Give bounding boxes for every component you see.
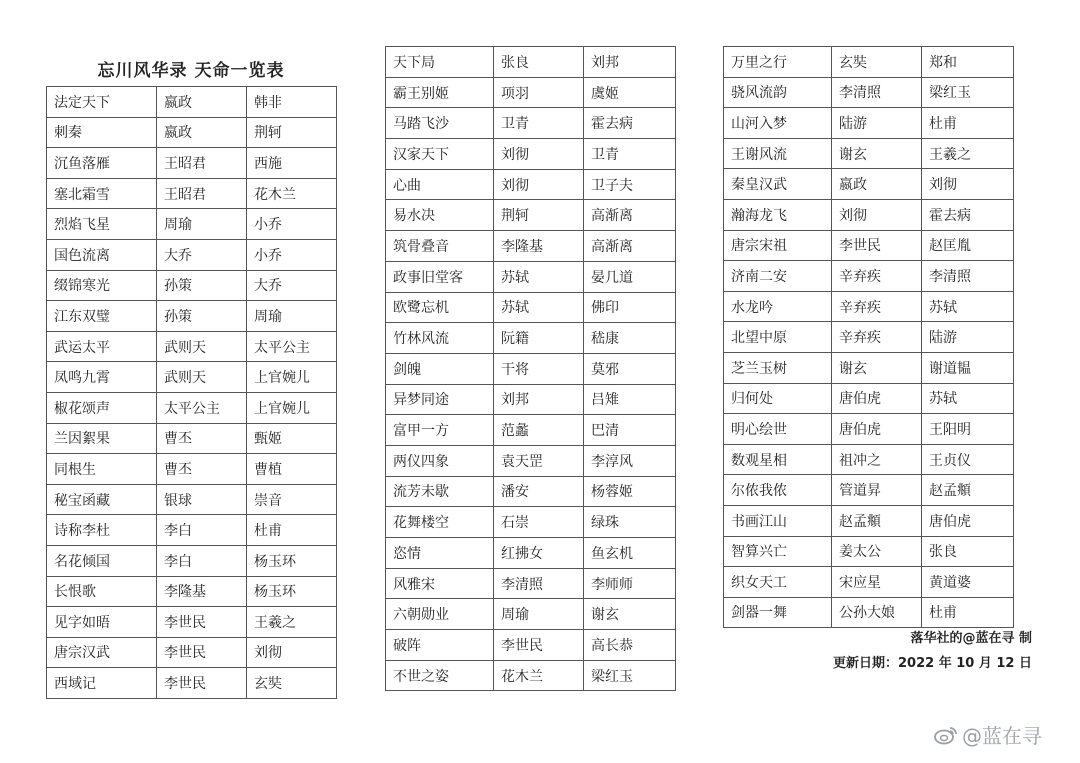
character-b-cell: 虞姬 [584,77,676,108]
character-a-cell: 刘彻 [494,139,584,170]
character-a-cell: 谢玄 [832,352,922,383]
character-a-cell: 李清照 [494,568,584,599]
character-a-cell: 卫青 [494,108,584,139]
destiny-name-cell: 名花倾国 [47,545,157,576]
table-body [724,47,1014,628]
character-b-cell: 刘邦 [584,47,676,78]
character-a-cell: 曹丕 [157,423,247,454]
character-b-cell: 梁红玉 [922,77,1014,108]
destiny-name-cell: 心曲 [386,169,494,200]
table-row [724,47,1014,78]
character-b-cell: 杨玉环 [247,545,337,576]
table-row [724,169,1014,200]
character-b-cell: 郑和 [922,47,1014,78]
character-a-cell: 李白 [157,545,247,576]
table-row [724,567,1014,598]
character-b-cell: 李师师 [584,568,676,599]
character-b-cell: 高长恭 [584,630,676,661]
table-row [47,270,337,301]
table-row [386,507,676,538]
destiny-name-cell: 芝兰玉树 [724,352,832,383]
character-a-cell: 武则天 [157,331,247,362]
character-a-cell: 嬴政 [157,87,247,118]
character-b-cell: 谢道韫 [922,352,1014,383]
character-b-cell: 刘彻 [247,637,337,668]
table-row [386,415,676,446]
weibo-watermark [934,720,1042,749]
character-a-cell: 大乔 [157,239,247,270]
table-row [724,414,1014,445]
table-row [724,322,1014,353]
table-row [47,392,337,423]
character-a-cell: 管道昇 [832,475,922,506]
author-credit: 落华社的@蓝在寻 制 [910,631,1032,646]
table-row [386,476,676,507]
character-b-cell: 曹植 [247,454,337,485]
character-a-cell: 银球 [157,484,247,515]
destiny-name-cell: 恣情 [386,538,494,569]
character-b-cell: 小乔 [247,239,337,270]
destiny-name-cell: 唐宗宋祖 [724,230,832,261]
character-a-cell: 干将 [494,353,584,384]
character-b-cell: 卫青 [584,139,676,170]
destiny-name-cell: 花舞楼空 [386,507,494,538]
destiny-name-cell: 法定天下 [47,87,157,118]
destiny-name-cell: 山河入梦 [724,108,832,139]
table-row [724,383,1014,414]
character-b-cell: 张良 [922,536,1014,567]
character-b-cell: 王羲之 [247,607,337,638]
character-a-cell: 阮籍 [494,323,584,354]
character-b-cell: 杜甫 [922,597,1014,628]
table-row [386,445,676,476]
table-row [386,353,676,384]
character-a-cell: 李世民 [157,637,247,668]
character-b-cell: 上官婉儿 [247,392,337,423]
destiny-name-cell: 富甲一方 [386,415,494,446]
table-row [724,108,1014,139]
character-a-cell: 王昭君 [157,148,247,179]
table-row [386,200,676,231]
destiny-name-cell: 唐宗汉武 [47,637,157,668]
character-b-cell: 佛印 [584,292,676,323]
watermark-text: @蓝在寻 [962,724,1042,748]
destiny-table-1 [46,86,337,699]
destiny-name-cell: 霸王别姬 [386,77,494,108]
table-row [47,117,337,148]
destiny-name-cell: 天下局 [386,47,494,78]
character-a-cell: 陆游 [832,108,922,139]
character-b-cell: 西施 [247,148,337,179]
table-row [47,454,337,485]
character-a-cell: 唐伯虎 [832,414,922,445]
table-body [47,87,337,699]
character-b-cell: 霍去病 [922,199,1014,230]
table-row [47,637,337,668]
character-b-cell: 甄姬 [247,423,337,454]
destiny-name-cell: 北望中原 [724,322,832,353]
character-b-cell: 陆游 [922,322,1014,353]
page-title: 忘川风华录 天命一览表 [97,61,285,81]
character-b-cell: 李淳风 [584,445,676,476]
destiny-name-cell: 秘宝函藏 [47,484,157,515]
character-b-cell: 赵匡胤 [922,230,1014,261]
character-a-cell: 辛弃疾 [832,261,922,292]
table-row [47,148,337,179]
character-b-cell: 周瑜 [247,301,337,332]
character-a-cell: 李世民 [832,230,922,261]
destiny-name-cell: 竹林风流 [386,323,494,354]
destiny-name-cell: 国色流离 [47,239,157,270]
character-b-cell: 鱼玄机 [584,538,676,569]
character-a-cell: 刘邦 [494,384,584,415]
character-a-cell: 李清照 [832,77,922,108]
character-a-cell: 红拂女 [494,538,584,569]
table-row [724,597,1014,628]
character-a-cell: 赵孟頫 [832,505,922,536]
table-row [386,47,676,78]
table-row [724,475,1014,506]
table-row [47,484,337,515]
table-row [47,239,337,270]
destiny-name-cell: 织女天工 [724,567,832,598]
destiny-name-cell: 长恨歌 [47,576,157,607]
character-a-cell: 李世民 [157,607,247,638]
destiny-name-cell: 椒花颂声 [47,392,157,423]
character-b-cell: 莫邪 [584,353,676,384]
destiny-name-cell: 智算兴亡 [724,536,832,567]
character-a-cell: 唐伯虎 [832,383,922,414]
character-b-cell: 梁红玉 [584,660,676,691]
destiny-name-cell: 欧鹭忘机 [386,292,494,323]
character-b-cell: 高渐离 [584,231,676,262]
character-b-cell: 黄道婆 [922,567,1014,598]
table-row [724,230,1014,261]
table-row [386,231,676,262]
destiny-name-cell: 西域记 [47,668,157,699]
character-b-cell: 高渐离 [584,200,676,231]
destiny-name-cell: 筑骨叠音 [386,231,494,262]
character-a-cell: 项羽 [494,77,584,108]
destiny-name-cell: 破阵 [386,630,494,661]
character-a-cell: 祖冲之 [832,444,922,475]
character-a-cell: 公孙大娘 [832,597,922,628]
destiny-name-cell: 江东双璧 [47,301,157,332]
table-row [47,178,337,209]
character-a-cell: 孙策 [157,270,247,301]
table-row [47,87,337,118]
character-a-cell: 李隆基 [157,576,247,607]
character-b-cell: 谢玄 [584,599,676,630]
character-b-cell: 杨玉环 [247,576,337,607]
destiny-name-cell: 见字如晤 [47,607,157,638]
character-a-cell: 姜太公 [832,536,922,567]
character-a-cell: 周瑜 [494,599,584,630]
character-a-cell: 太平公主 [157,392,247,423]
table-row [724,444,1014,475]
character-a-cell: 潘安 [494,476,584,507]
destiny-name-cell: 剑魄 [386,353,494,384]
table-row [386,538,676,569]
destiny-name-cell: 武运太平 [47,331,157,362]
table-row [724,138,1014,169]
table-row [47,301,337,332]
character-a-cell: 李隆基 [494,231,584,262]
character-b-cell: 吕雉 [584,384,676,415]
destiny-name-cell: 塞北霜雪 [47,178,157,209]
table-row [386,261,676,292]
destiny-name-cell: 汉家天下 [386,139,494,170]
character-b-cell: 赵孟頫 [922,475,1014,506]
table-row [386,77,676,108]
character-b-cell: 韩非 [247,87,337,118]
destiny-name-cell: 异梦同途 [386,384,494,415]
destiny-name-cell: 秦皇汉武 [724,169,832,200]
character-b-cell: 花木兰 [247,178,337,209]
character-b-cell: 太平公主 [247,331,337,362]
character-a-cell: 荆轲 [494,200,584,231]
character-b-cell: 王羲之 [922,138,1014,169]
table-row [47,515,337,546]
character-a-cell: 周瑜 [157,209,247,240]
destiny-name-cell: 归何处 [724,383,832,414]
destiny-name-cell: 凤鸣九霄 [47,362,157,393]
destiny-name-cell: 数观星相 [724,444,832,475]
table-row [47,331,337,362]
table-row [386,292,676,323]
character-b-cell: 杜甫 [247,515,337,546]
character-b-cell: 王阳明 [922,414,1014,445]
destiny-name-cell: 书画江山 [724,505,832,536]
table-row [724,199,1014,230]
character-a-cell: 辛弃疾 [832,291,922,322]
character-b-cell: 荆轲 [247,117,337,148]
table-row [386,139,676,170]
destiny-name-cell: 万里之行 [724,47,832,78]
character-b-cell: 苏轼 [922,291,1014,322]
character-a-cell: 武则天 [157,362,247,393]
character-a-cell: 刘彻 [832,199,922,230]
character-a-cell: 玄奘 [832,47,922,78]
character-b-cell: 嵇康 [584,323,676,354]
character-b-cell: 苏轼 [922,383,1014,414]
character-a-cell: 嬴政 [157,117,247,148]
destiny-name-cell: 诗称李杜 [47,515,157,546]
table-row [47,545,337,576]
destiny-name-cell: 王谢风流 [724,138,832,169]
destiny-table-2 [385,46,676,691]
character-a-cell: 花木兰 [494,660,584,691]
character-a-cell: 苏轼 [494,292,584,323]
table-row [386,660,676,691]
table-row [47,576,337,607]
destiny-name-cell: 不世之姿 [386,660,494,691]
character-b-cell: 晏几道 [584,261,676,292]
character-b-cell: 霍去病 [584,108,676,139]
table-row [386,384,676,415]
destiny-name-cell: 剑器一舞 [724,597,832,628]
character-a-cell: 石崇 [494,507,584,538]
table-row [724,291,1014,322]
character-b-cell: 刘彻 [922,169,1014,200]
character-a-cell: 谢玄 [832,138,922,169]
destiny-table-3 [723,46,1014,628]
character-b-cell: 小乔 [247,209,337,240]
table-row [386,568,676,599]
destiny-name-cell: 明心绘世 [724,414,832,445]
destiny-name-cell: 兰因絮果 [47,423,157,454]
destiny-name-cell: 风雅宋 [386,568,494,599]
table-row [724,261,1014,292]
character-b-cell: 大乔 [247,270,337,301]
destiny-name-cell: 沉鱼落雁 [47,148,157,179]
character-a-cell: 辛弃疾 [832,322,922,353]
character-a-cell: 范蠡 [494,415,584,446]
character-b-cell: 唐伯虎 [922,505,1014,536]
character-b-cell: 上官婉儿 [247,362,337,393]
character-a-cell: 袁天罡 [494,445,584,476]
table-row [47,668,337,699]
destiny-name-cell: 济南二安 [724,261,832,292]
weibo-icon [934,725,958,745]
character-b-cell: 李清照 [922,261,1014,292]
destiny-name-cell: 易水决 [386,200,494,231]
character-b-cell: 王贞仪 [922,444,1014,475]
destiny-name-cell: 六朝勋业 [386,599,494,630]
destiny-name-cell: 缀锦寒光 [47,270,157,301]
table-row [386,323,676,354]
update-date: 更新日期：2022 年 10 月 12 日 [833,656,1032,671]
character-b-cell: 卫子夫 [584,169,676,200]
character-a-cell: 嬴政 [832,169,922,200]
character-a-cell: 李白 [157,515,247,546]
character-b-cell: 杨蓉姬 [584,476,676,507]
destiny-name-cell: 马踏飞沙 [386,108,494,139]
character-a-cell: 张良 [494,47,584,78]
table-row [724,77,1014,108]
destiny-name-cell: 流芳未歇 [386,476,494,507]
table-row [386,599,676,630]
table-row [386,108,676,139]
character-b-cell: 巴清 [584,415,676,446]
destiny-name-cell: 瀚海龙飞 [724,199,832,230]
character-a-cell: 孙策 [157,301,247,332]
character-a-cell: 曹丕 [157,454,247,485]
table-row [47,423,337,454]
table-body [386,47,676,691]
destiny-name-cell: 同根生 [47,454,157,485]
destiny-name-cell: 两仪四象 [386,445,494,476]
destiny-name-cell: 尔侬我侬 [724,475,832,506]
character-b-cell: 崇音 [247,484,337,515]
destiny-name-cell: 刺秦 [47,117,157,148]
table-row [47,362,337,393]
character-a-cell: 李世民 [157,668,247,699]
table-row [724,505,1014,536]
table-row [386,169,676,200]
character-a-cell: 宋应星 [832,567,922,598]
character-a-cell: 苏轼 [494,261,584,292]
table-row [47,209,337,240]
destiny-name-cell: 水龙吟 [724,291,832,322]
table-row [724,536,1014,567]
table-row [724,352,1014,383]
table-row [386,630,676,661]
character-b-cell: 绿珠 [584,507,676,538]
destiny-name-cell: 骁风流韵 [724,77,832,108]
destiny-name-cell: 烈焰飞星 [47,209,157,240]
table-row [47,607,337,638]
character-a-cell: 李世民 [494,630,584,661]
character-b-cell: 玄奘 [247,668,337,699]
character-a-cell: 王昭君 [157,178,247,209]
character-b-cell: 杜甫 [922,108,1014,139]
destiny-name-cell: 政事旧堂客 [386,261,494,292]
character-a-cell: 刘彻 [494,169,584,200]
